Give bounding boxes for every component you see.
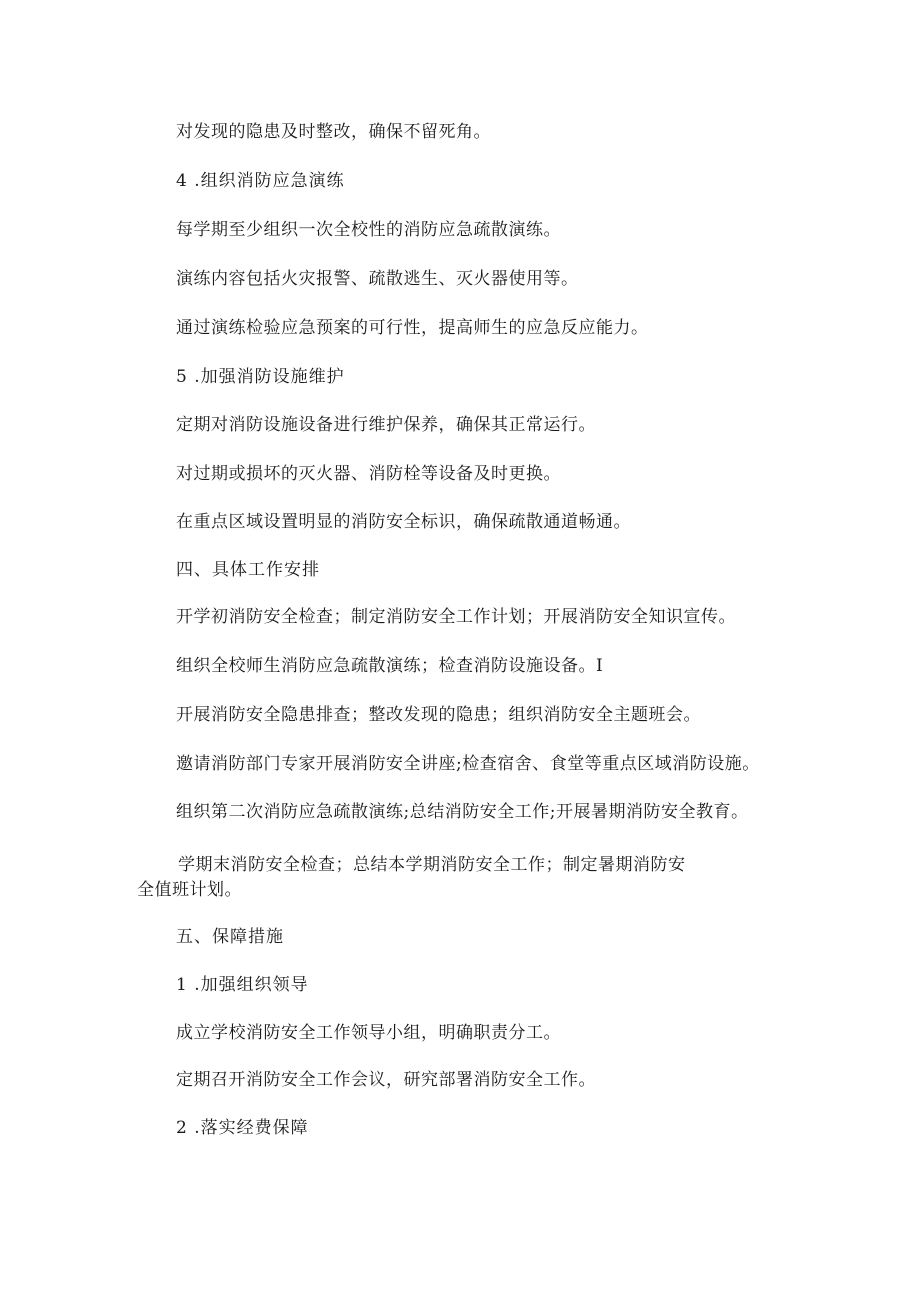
section-heading: 2 .落实经费保障 bbox=[176, 1118, 309, 1138]
paragraph-line: 每学期至少组织一次全校性的消防应急疏散演练。 bbox=[176, 220, 561, 240]
paragraph-line: 学期末消防安全检查；总结本学期消防安全工作；制定暑期消防安 bbox=[178, 855, 686, 875]
section-heading: 4 .组织消防应急演练 bbox=[176, 171, 345, 191]
paragraph-line: 成立学校消防安全工作领导小组，明确职责分工。 bbox=[176, 1023, 561, 1043]
paragraph-line: 演练内容包括火灾报警、疏散逃生、灭火器使用等。 bbox=[176, 269, 579, 289]
paragraph-line: 邀请消防部门专家开展消防安全讲座;检查宿舍、食堂等重点区域消防设施。 bbox=[176, 754, 760, 774]
paragraph-line: 对发现的隐患及时整改，确保不留死角。 bbox=[176, 122, 491, 142]
paragraph-line: 通过演练检验应急预案的可行性，提高师生的应急反应能力。 bbox=[176, 318, 649, 338]
paragraph-line: 组织第二次消防应急疏散演练;总结消防安全工作;开展暑期消防安全教育。 bbox=[176, 802, 749, 822]
paragraph-line: 全值班计划。 bbox=[137, 880, 242, 900]
section-heading: 五、保障措施 bbox=[176, 927, 284, 947]
paragraph-line: 在重点区域设置明显的消防安全标识，确保疏散通道畅通。 bbox=[176, 512, 631, 532]
section-heading: 5 .加强消防设施维护 bbox=[176, 367, 345, 387]
section-heading: 四、具体工作安排 bbox=[176, 560, 320, 580]
paragraph-line: 对过期或损坏的灭火器、消防栓等设备及时更换。 bbox=[176, 464, 561, 484]
paragraph-line: 定期对消防设施设备进行维护保养，确保其正常运行。 bbox=[176, 415, 596, 435]
paragraph-line: 开展消防安全隐患排查；整改发现的隐患；组织消防安全主题班会。 bbox=[176, 705, 701, 725]
paragraph-line: 开学初消防安全检查；制定消防安全工作计划；开展消防安全知识宣传。 bbox=[176, 607, 736, 627]
section-heading: 1 .加强组织领导 bbox=[176, 975, 309, 995]
paragraph-line: 定期召开消防安全工作会议，研究部署消防安全工作。 bbox=[176, 1070, 596, 1090]
paragraph-line: 组织全校师生消防应急疏散演练；检查消防设施设备。I bbox=[176, 656, 604, 676]
